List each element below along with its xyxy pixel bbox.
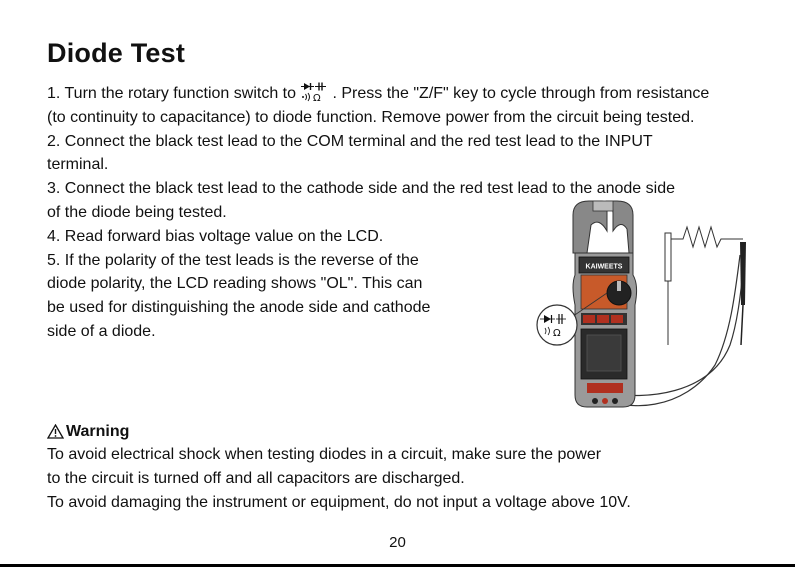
step-1-line-1 xyxy=(47,82,709,106)
step-3-line-2: of the diode being tested. xyxy=(47,203,227,221)
step-5-line-2: diode polarity, the LCD reading shows "OL". This can xyxy=(47,275,423,293)
meter-brand: KAIWEETS xyxy=(585,263,623,271)
step-5-line-4: side of a diode. xyxy=(47,322,156,340)
step-text: 1. Turn the rotary function switch to xyxy=(47,85,301,102)
svg-text:Ω: Ω xyxy=(313,93,322,102)
warning-line-3: To avoid damaging the instrument or equipment, do not input a voltage above 10V. xyxy=(47,493,631,511)
step-5-line-3: be used for distinguishing the anode side and cathode xyxy=(47,299,431,317)
step-4-line-1: 4. Read forward bias voltage value on the LCD. xyxy=(47,227,384,245)
warning-heading xyxy=(47,420,631,443)
callout-ohm-symbol: Ω xyxy=(553,328,561,339)
step-2-line-2: terminal. xyxy=(47,156,109,174)
page-title: Diode Test xyxy=(47,38,186,68)
warning-title: Warning xyxy=(66,422,130,440)
diode-capacitor-continuity-ohm-icon xyxy=(301,82,331,102)
step-5-line-1: 5. If the polarity of the test leads is the reverse of the xyxy=(47,251,419,269)
warning-line-2: to the circuit is turned off and all capacitors are discharged. xyxy=(47,469,465,487)
step-2-line-1: 2. Connect the black test lead to the COM terminal and the red test lead to the INPUT xyxy=(47,132,653,150)
bottom-rule xyxy=(0,564,795,567)
step-text: . Press the "Z/F" key to cycle through from resistance xyxy=(332,85,710,102)
clamp-meter-diode-illustration xyxy=(535,195,785,413)
page-number: 20 xyxy=(389,534,406,551)
step-1-line-2: (to continuity to capacitance) to diode function. Remove power from the circuit being tested. xyxy=(47,108,695,126)
warning-section xyxy=(47,420,631,514)
warning-triangle-icon xyxy=(47,424,64,439)
warning-line-1: To avoid electrical shock when testing diodes in a circuit, make sure the power xyxy=(47,446,602,463)
step-3-line-1: 3. Connect the black test lead to the cathode side and the red test lead to the anode side xyxy=(47,180,675,198)
